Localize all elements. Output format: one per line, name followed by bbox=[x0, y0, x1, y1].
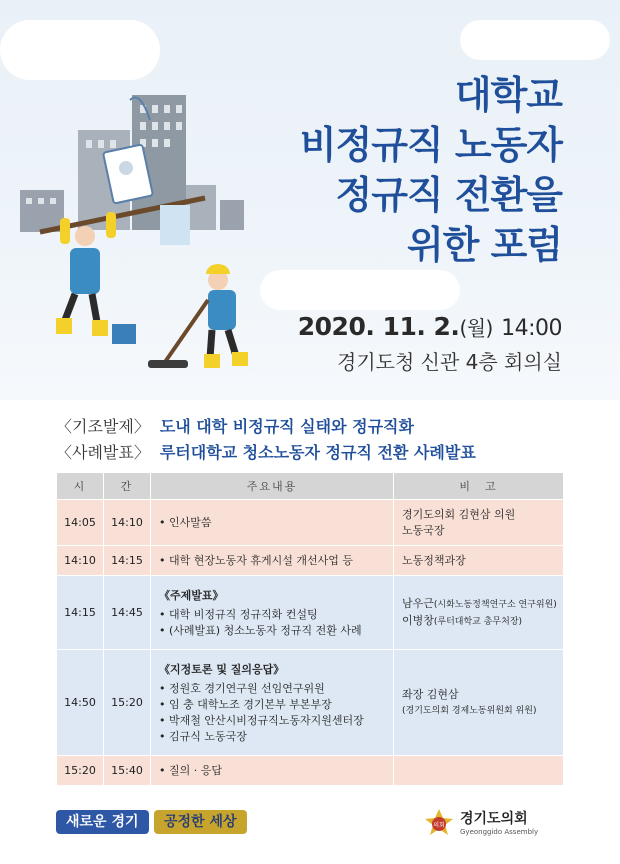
event-weekday: (월) bbox=[459, 316, 493, 340]
table-row bbox=[57, 546, 564, 576]
note-line: (경기도의회 경제노동위원회 위원) bbox=[402, 705, 537, 716]
note-line: 경기도의회 김현삼 의원 bbox=[402, 507, 516, 521]
header-note: 비 고 bbox=[394, 473, 564, 500]
row-content bbox=[151, 756, 394, 786]
table-row bbox=[57, 650, 564, 756]
note-name: 남우근 bbox=[402, 596, 434, 610]
content-subtitle: 《지정토론 및 질의응답》 bbox=[159, 662, 285, 676]
content-item: • 박재철 안산시비정규직노동자지원센터장 bbox=[159, 713, 364, 727]
table-header-row bbox=[57, 473, 564, 500]
event-venue: 경기도청 신관 4층 회의실 bbox=[337, 350, 562, 374]
slogan-badge-new: 새로운 경기 bbox=[56, 810, 149, 834]
content-item: • 임 충 대학노조 경기본부 부본부장 bbox=[159, 697, 332, 711]
content-item: • 정원호 경기연구원 선임연구위원 bbox=[159, 681, 325, 695]
row-start: 14:15 bbox=[57, 576, 104, 650]
content-item: • 대학 비정규직 정규직화 컨설팅 bbox=[159, 607, 318, 621]
header-time-a: 시 bbox=[57, 473, 104, 500]
table-row bbox=[57, 756, 564, 786]
content-subtitle: 《주제발표》 bbox=[159, 588, 224, 602]
row-start: 14:50 bbox=[57, 650, 104, 756]
seal-text: 의회 bbox=[433, 822, 445, 829]
note-affiliation: (시화노동정책연구소 연구위원) bbox=[433, 599, 557, 610]
topic-text: 루터대학교 청소노동자 정규직 전환 사례발표 bbox=[159, 443, 476, 462]
title-line: 대학교 bbox=[454, 73, 562, 117]
schedule-table bbox=[56, 472, 564, 786]
topic-tag: 〈사례발표〉 bbox=[56, 443, 150, 462]
content-item: • 질의 · 응답 bbox=[159, 763, 222, 777]
event-time: 14:00 bbox=[501, 316, 562, 341]
footer bbox=[0, 800, 620, 864]
row-content bbox=[151, 650, 394, 756]
row-note bbox=[394, 576, 564, 650]
content-item: • 인사말씀 bbox=[159, 515, 212, 529]
event-date bbox=[298, 312, 562, 341]
org-name: 경기도의회 bbox=[460, 811, 528, 827]
topic-text: 도내 대학 비정규직 실태와 정규직화 bbox=[159, 417, 414, 436]
org-name-en: Gyeonggido Assembly bbox=[460, 828, 539, 836]
row-content bbox=[151, 546, 394, 576]
note-line bbox=[402, 596, 563, 613]
topic-item bbox=[56, 440, 476, 466]
note-affiliation: (루터대학교 총무처장) bbox=[433, 616, 523, 627]
slogan-badge-fair: 공정한 세상 bbox=[154, 810, 247, 834]
note-line: 좌장 김현삼 bbox=[402, 687, 459, 701]
title-line: 비정규직 노동자 bbox=[299, 123, 562, 167]
row-end: 14:45 bbox=[104, 576, 151, 650]
row-note bbox=[394, 500, 564, 546]
row-start: 15:20 bbox=[57, 756, 104, 786]
content-item: • 김규식 노동국장 bbox=[159, 729, 247, 743]
content-item: • 대학 현장노동자 휴게시설 개선사업 등 bbox=[159, 553, 353, 567]
assembly-logo bbox=[424, 806, 564, 846]
content-item: • (사례발표) 청소노동자 정규직 전환 사례 bbox=[159, 623, 362, 637]
note-line bbox=[402, 613, 563, 630]
note-line: 노동국장 bbox=[402, 523, 445, 537]
assembly-seal-icon bbox=[424, 808, 454, 838]
title-line: 위한 포럼 bbox=[406, 223, 562, 267]
row-end: 14:15 bbox=[104, 546, 151, 576]
header-content: 주요내용 bbox=[151, 473, 394, 500]
table-row bbox=[57, 500, 564, 546]
topic-list bbox=[56, 414, 476, 466]
row-end: 15:40 bbox=[104, 756, 151, 786]
note-line: 노동정책과장 bbox=[402, 553, 466, 567]
note-name: 이병창 bbox=[402, 613, 434, 627]
row-start: 14:05 bbox=[57, 500, 104, 546]
poster-title bbox=[300, 70, 562, 270]
header-time-b: 간 bbox=[104, 473, 151, 500]
topic-item bbox=[56, 414, 476, 440]
row-note bbox=[394, 546, 564, 576]
table-row bbox=[57, 576, 564, 650]
row-content bbox=[151, 576, 394, 650]
row-start: 14:10 bbox=[57, 546, 104, 576]
row-content bbox=[151, 500, 394, 546]
row-note bbox=[394, 756, 564, 786]
row-note bbox=[394, 650, 564, 756]
event-date-value: 2020. 11. 2. bbox=[297, 312, 460, 341]
row-end: 14:10 bbox=[104, 500, 151, 546]
title-line: 정규직 전환을 bbox=[335, 173, 562, 217]
row-end: 15:20 bbox=[104, 650, 151, 756]
topic-tag: 〈기조발제〉 bbox=[56, 417, 150, 436]
